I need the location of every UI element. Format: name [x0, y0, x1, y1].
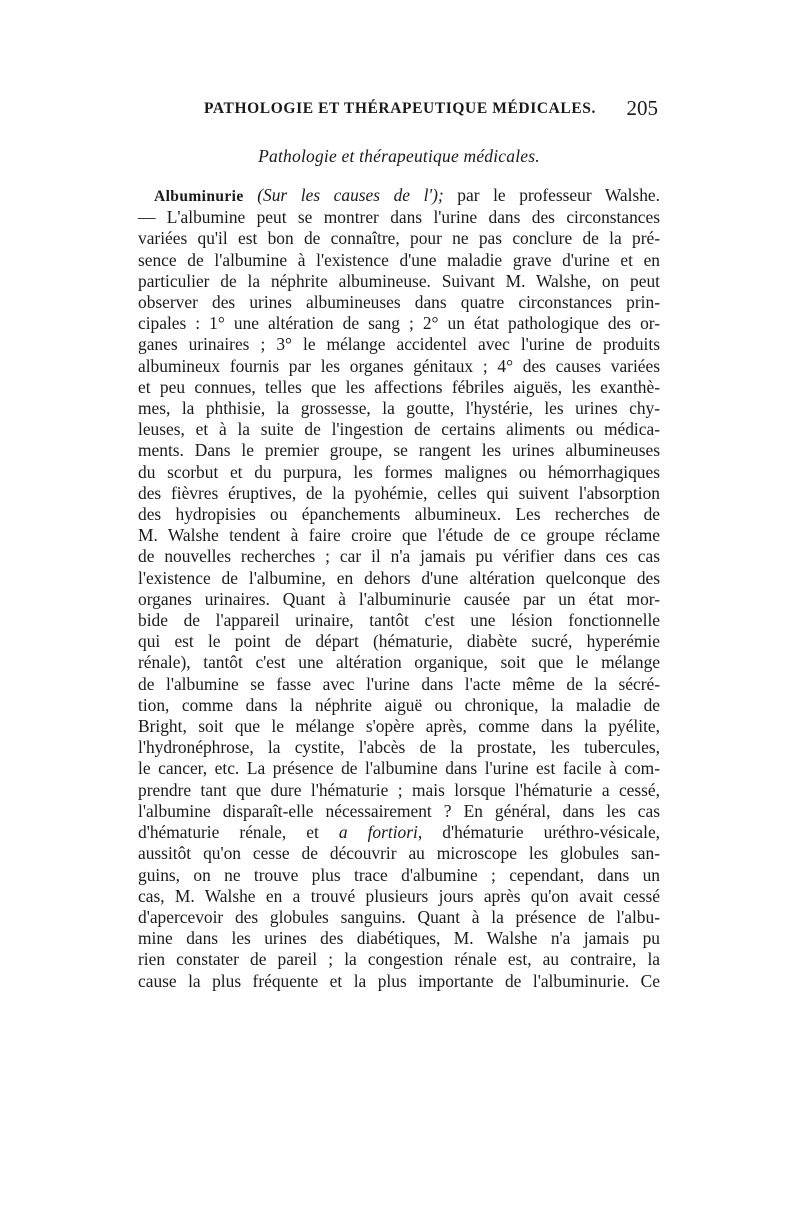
text-line: observer des urines albumineuses dans quatre circonstances prin-	[138, 292, 660, 313]
section-title: Pathologie et thérapeutique médicales.	[258, 146, 540, 166]
text-line: ganes urinaires ; 3° le mélange accidentel avec l'urine de produits	[138, 334, 660, 355]
text-line: du scorbut et du purpura, les formes malignes ou hémorrhagiques	[138, 461, 660, 482]
lead-term: Albuminurie	[154, 188, 244, 205]
text-line: mine dans les urines des diabétiques, M. Walshe n'a jamais pu	[138, 928, 660, 949]
document-page	[138, 92, 660, 992]
text-line: l'existence de l'albumine, en dehors d'une altération quelconque des	[138, 567, 660, 588]
text-line: et peu connues, telles que les affections fébriles aiguës, les exanthè-	[138, 376, 660, 397]
text-line: cause la plus fréquente et la plus importante de l'albuminurie. Ce	[138, 970, 660, 991]
article-first-line	[138, 185, 660, 207]
text-line: sence de l'albumine à l'existence d'une maladie grave d'urine et en	[138, 249, 660, 270]
text-line: rénale), tantôt c'est une altération organique, soit que le mélange	[138, 652, 660, 673]
text-line: organes urinaires. Quant à l'albuminurie causée par un état mor-	[138, 588, 660, 609]
lead-italic: (Sur les causes de l');	[257, 185, 444, 205]
text-line: l'albumine disparaît-elle nécessairement ? En général, dans les cas	[138, 800, 660, 821]
text-line: cas, M. Walshe en a trouvé plusieurs jours après qu'on avait cessé	[138, 885, 660, 906]
text-line: cipales : 1° une altération de sang ; 2° un état pathologique des or-	[138, 313, 660, 334]
text-line: guins, on ne trouve plus trace d'albumine ; cependant, dans un	[138, 864, 660, 885]
text-line: l'hydronéphrose, la cystite, l'abcès de la prostate, les tubercules,	[138, 737, 660, 758]
article-lines	[138, 207, 660, 992]
text-line: — L'albumine peut se montrer dans l'urine dans des circonstances	[138, 207, 660, 228]
text-line: rien constater de pareil ; la congestion rénale est, au contraire, la	[138, 949, 660, 970]
text-line: de nouvelles recherches ; car il n'a jamais pu vérifier dans ces cas	[138, 546, 660, 567]
running-title: PATHOLOGIE ET THÉRAPEUTIQUE MÉDICALES.	[204, 100, 597, 117]
text-line: M. Walshe tendent à faire croire que l'étude de ce groupe réclame	[138, 525, 660, 546]
text-line: aussitôt qu'on cesse de découvrir au microscope les globules san-	[138, 843, 660, 864]
text-line: albumineux fournis par les organes génitaux ; 4° des causes variées	[138, 355, 660, 376]
text-line: tion, comme dans la néphrite aiguë ou chronique, la maladie de	[138, 694, 660, 715]
text-line: ments. Dans le premier groupe, se rangent les urines albumineuses	[138, 440, 660, 461]
text-fragment: , d'hématurie uréthro-vésicale,	[417, 822, 661, 843]
text-line: variées qu'il est bon de connaître, pour ne pas conclure de la pré-	[138, 228, 660, 249]
text-line: Bright, soit que le mélange s'opère après, comme dans la pyélite,	[138, 716, 660, 737]
article-body	[138, 185, 660, 992]
text-line	[138, 822, 660, 843]
text-line: prendre tant que dure l'hématurie ; mais lorsque l'hématurie a cessé,	[138, 779, 660, 800]
text-line: de l'albumine se fasse avec l'urine dans l'acte même de la sécré-	[138, 673, 660, 694]
page-number: 205	[626, 96, 658, 120]
text-line: le cancer, etc. La présence de l'albumine dans l'urine est facile à com-	[138, 758, 660, 779]
text-line: particulier de la néphrite albumineuse. Suivant M. Walshe, on peut	[138, 270, 660, 291]
text-line: leuses, et à la suite de l'ingestion de certains aliments ou médica-	[138, 419, 660, 440]
text-line: d'apercevoir des globules sanguins. Quant à la présence de l'albu-	[138, 906, 660, 927]
text-line: des fièvres éruptives, de la pyohémie, celles qui suivent l'absorption	[138, 482, 660, 503]
text-line: bide de l'appareil urinaire, tantôt c'est une lésion fonctionnelle	[138, 610, 660, 631]
text-fragment: d'hématurie rénale, et	[138, 822, 339, 843]
running-header	[138, 92, 660, 126]
lead-rest: par le professeur Walshe.	[443, 185, 660, 205]
text-line: qui est le point de départ (hématurie, diabète sucré, hyperémie	[138, 631, 660, 652]
text-line: mes, la phthisie, la grossesse, la goutte, l'hystérie, les urines chy-	[138, 398, 660, 419]
text-line: des hydropisies ou épanchements albumineux. Les recherches de	[138, 504, 660, 525]
italic-fragment: a fortiori	[338, 822, 418, 843]
